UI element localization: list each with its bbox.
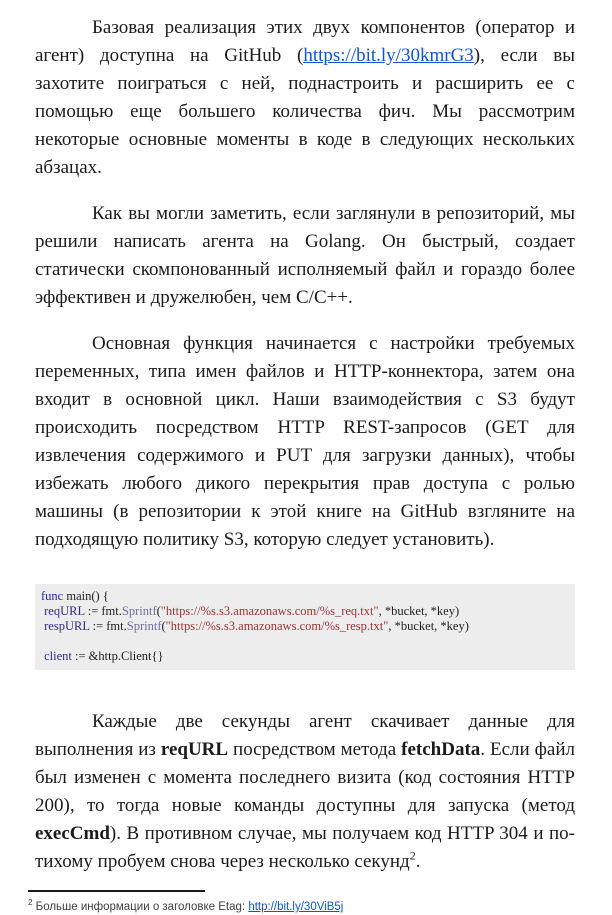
text-run: Как вы могли заметить, если заглянули в репозиторий, мы решили написать агента на Golang. Он быстрый, создает статически скомпонованный исполняемый файл и гораздо более эффективен и дружелюбен, чем C/C++. bbox=[35, 203, 575, 308]
code-token: , *bucket, *key) bbox=[388, 619, 469, 633]
footnote bbox=[28, 900, 575, 915]
code-token: Sprintf bbox=[121, 604, 157, 618]
footnote-text: Больше информации о заголовке Etag: bbox=[32, 901, 249, 913]
code-token: := fmt. bbox=[84, 604, 122, 618]
hyperlink[interactable]: https://bit.ly/30kmrG3 bbox=[303, 45, 474, 66]
code-line bbox=[41, 634, 567, 649]
text-run: fetchData bbox=[401, 739, 481, 760]
code-token: ( bbox=[161, 619, 166, 633]
code-token: "https://%s.s3.amazonaws.com/%s_req.txt" bbox=[160, 604, 379, 618]
paragraph-golang-agent bbox=[35, 200, 575, 312]
code-token: "https://%s.s3.amazonaws.com/%s_resp.txt" bbox=[165, 619, 389, 633]
code-line bbox=[41, 649, 567, 664]
text-run: посредством метода bbox=[228, 739, 402, 760]
code-block-go-main bbox=[35, 584, 575, 670]
code-line bbox=[41, 604, 567, 619]
code-token: , *bucket, *key) bbox=[378, 604, 460, 618]
code-token: ( bbox=[156, 604, 161, 618]
footnote-marker: 2 bbox=[28, 898, 33, 908]
code-line bbox=[41, 589, 567, 604]
paragraph-basic-implementation bbox=[35, 14, 575, 182]
paragraph-fetch-loop bbox=[35, 708, 575, 876]
code-token: := &http.Client{} bbox=[71, 649, 164, 663]
paragraph-main-function bbox=[35, 330, 575, 554]
text-run: 2 bbox=[409, 848, 416, 863]
text-run: . bbox=[415, 851, 421, 872]
code-token: := fmt. bbox=[89, 619, 127, 633]
text-run: ). В противном случае, мы получаем код HTTP 304 и по-тихому пробуем снова через несколько секунд bbox=[35, 823, 575, 872]
code-token: client bbox=[44, 649, 72, 663]
code-token: main() { bbox=[63, 589, 109, 603]
footnote-separator bbox=[28, 890, 205, 892]
text-run: Каждые две секунды агент скачивает данные для выполнения из bbox=[35, 711, 575, 760]
code-token: reqURL bbox=[44, 604, 85, 618]
text-run: Базовая реализация этих двух компонентов (оператор и агент) доступна на GitHub ( bbox=[35, 17, 575, 66]
code-token: Sprintf bbox=[126, 619, 162, 633]
text-run: Основная функция начинается с настройки требуемых переменных, типа имен файлов и HTTP-коннектора, затем она входит в основной цикл. Наши взаимодействия с S3 будут происходить посредством HTTP REST-запросов (GET для извлечения содержимого и PUT для загрузки данных), чтобы избежать любого дикого перекрытия прав доступа с ролью машины (в репозитории к этой книге на GitHub взгляните на подходящую политику S3, которую следует установить). bbox=[35, 333, 575, 550]
text-run: ), если вы захотите поиграться с ней, поднастроить и расширить ее с помощью еще большего количества фич. Мы рассмотрим некоторые основные моменты в коде в следующих нескольких абзацах. bbox=[35, 45, 575, 178]
code-line bbox=[41, 619, 567, 634]
text-run: execCmd bbox=[35, 823, 110, 844]
text-run: . Если файл был изменен с момента последнего визита (код состояния HTTP 200), то тогда новые команды доступны для запуска (метод bbox=[35, 739, 575, 816]
code-token: respURL bbox=[44, 619, 90, 633]
text-run: reqURL bbox=[160, 739, 229, 760]
footnote-link[interactable]: http://bit.ly/30ViB5j bbox=[248, 901, 344, 913]
code-token: func bbox=[41, 589, 64, 603]
